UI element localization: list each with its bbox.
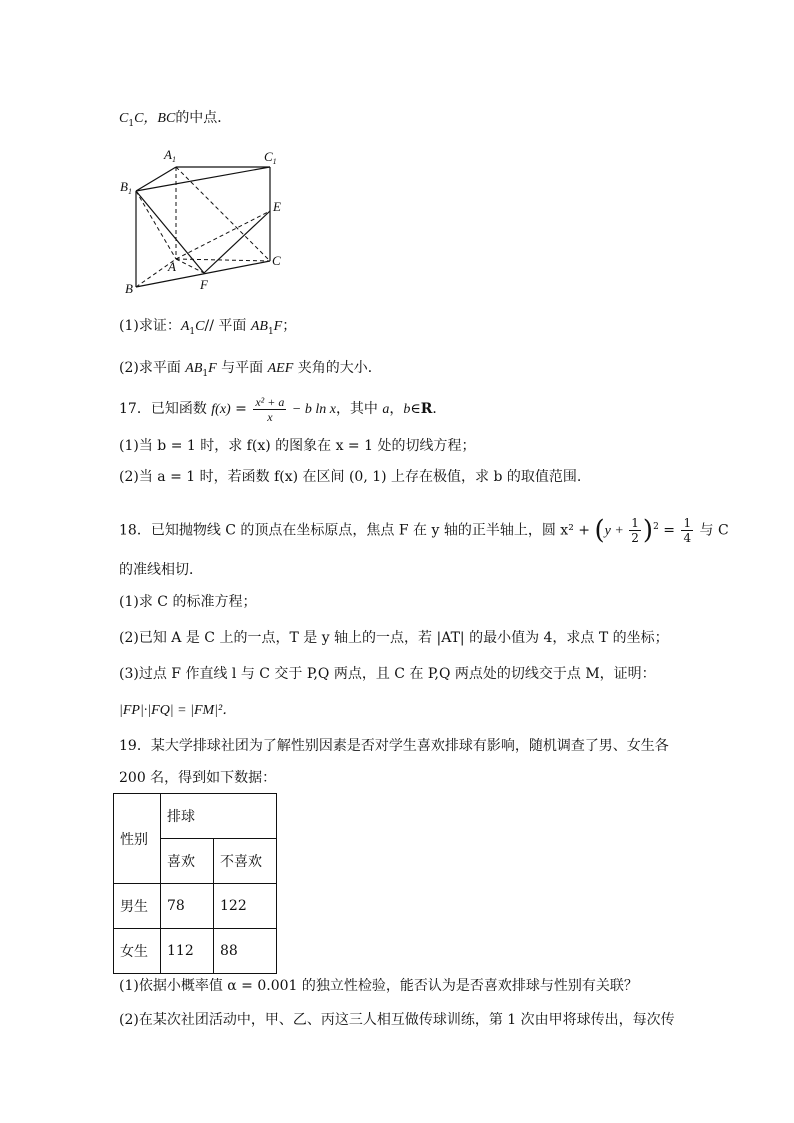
bc-symbol: BC xyxy=(157,111,176,126)
label-b: B xyxy=(125,281,133,296)
table-cell: 78 xyxy=(161,884,214,929)
q18-part3-equation: |FP|·|FQ| = |FM|²． xyxy=(119,703,237,718)
q18-part1: (1)求 C 的标准方程； xyxy=(119,594,257,610)
figure-intro xyxy=(119,108,231,134)
equals-sign: = xyxy=(230,401,252,417)
q16-part2-mid: 与平面 xyxy=(216,360,268,376)
c-symbol: C xyxy=(195,319,205,334)
paren-close: ) xyxy=(642,515,654,546)
table-row-label: 女生 xyxy=(114,929,161,974)
q16-part1 xyxy=(119,316,296,342)
label-a: A xyxy=(168,259,176,274)
edge-b1-a xyxy=(136,191,176,259)
label-c1: $C_1$ xyxy=(264,149,277,166)
q18-stem-line1 xyxy=(119,510,729,549)
plane-f-symbol: F xyxy=(273,319,283,334)
q18-stem-end: 与 C xyxy=(695,522,729,539)
q17-fraction-denominator: x xyxy=(267,409,273,424)
q19-part1: (1)依据小概率值 α = 0.001 的独立性检验，能否认为是否喜欢排球与性别有关联？ xyxy=(119,978,638,994)
table-header-volleyball: 排球 xyxy=(161,794,277,839)
table-row xyxy=(114,884,277,929)
edge-f-e xyxy=(204,211,270,273)
b-in-symbol: b∈ xyxy=(403,402,421,417)
plane-ab1-symbol: AB xyxy=(250,319,268,334)
paren-open: ( xyxy=(594,515,605,546)
table-header-dislike: 不喜欢 xyxy=(214,839,277,884)
label-e: E xyxy=(273,199,281,214)
comma: ， xyxy=(389,401,404,417)
half-numerator: 1 xyxy=(631,516,639,531)
q18-stem-line2: 的准线相切． xyxy=(119,562,203,578)
plane1-subscript: 1 xyxy=(202,368,209,379)
table-header-gender: 性别 xyxy=(114,794,161,884)
label-f: F xyxy=(200,277,208,292)
q19-part2: (2)在某次社团活动中，甲、乙、丙这三人相互做传球训练，第 1 次由甲将球传出，每次传 xyxy=(119,1012,675,1028)
q17-where-text: ，其中 xyxy=(335,401,383,417)
q17-fraction xyxy=(253,395,286,424)
q17-prefix: 17．已知函数 xyxy=(119,401,212,417)
table-row-label: 男生 xyxy=(114,884,161,929)
edge-a-c xyxy=(176,259,270,261)
q16-part1-end: ； xyxy=(282,318,297,334)
table-cell: 112 xyxy=(161,929,214,974)
prism-figure xyxy=(112,143,292,298)
quarter-numerator: 1 xyxy=(683,516,692,531)
edge-a-e xyxy=(176,211,270,259)
table-cell: 88 xyxy=(214,929,277,974)
plane1-symbol: AB xyxy=(185,361,203,376)
a-symbol: a xyxy=(382,402,390,417)
q16-part2-prefix: (2)求平面 xyxy=(119,360,186,376)
half-fraction xyxy=(629,516,641,545)
q17-end: ． xyxy=(432,401,447,417)
quarter-fraction xyxy=(681,516,693,545)
parallel-text: // 平面 xyxy=(204,318,251,334)
c1c-text: C， xyxy=(134,111,158,126)
q17-log-term: − b ln x xyxy=(288,402,336,417)
y-plus: y + xyxy=(604,523,628,539)
plane-ab1-subscript: 1 xyxy=(267,326,274,337)
q17-part2: (2)当 a = 1 时，若函数 f(x) 在区间 (0, 1) 上存在极值，求 b 的取值范围. xyxy=(119,469,582,485)
c1-symbol: C xyxy=(119,111,129,126)
a1-subscript: 1 xyxy=(189,326,196,337)
survey-table xyxy=(113,793,277,974)
table-header-row xyxy=(114,794,277,839)
real-set-symbol: R xyxy=(420,401,433,417)
q16-part2 xyxy=(119,358,382,384)
q16-part1-prefix: (1)求证： xyxy=(119,318,181,334)
midpoint-text: 的中点． xyxy=(175,110,232,126)
q18-part2: (2)已知 A 是 C 上的一点，T 是 y 轴上的一点，若 |AT| 的最小值为 4，求点 T 的坐标； xyxy=(119,630,669,646)
q18-stem-text: 18．已知抛物线 C 的顶点在坐标原点，焦点 F 在 y 轴的正半轴上，圆 x² + xyxy=(119,522,595,539)
plane1-f-symbol: F xyxy=(208,361,217,376)
label-a1: $A_1$ xyxy=(164,147,176,164)
square-exponent: 2 xyxy=(653,522,659,532)
quarter-denominator: 4 xyxy=(683,531,692,546)
label-b1: $B_1$ xyxy=(120,179,132,196)
q17-stem xyxy=(119,394,446,425)
a1-symbol: A xyxy=(180,319,190,334)
equals-sign-2: = xyxy=(658,522,680,539)
q16-part2-end: 夹角的大小． xyxy=(293,360,382,376)
q19-stem: 19．某大学排球社团为了解性别因素是否对学生喜欢排球有影响，随机调查了男、女生各 200 名，得到如下数据： xyxy=(119,738,669,786)
c1-subscript: 1 xyxy=(128,118,135,129)
table-header-like: 喜欢 xyxy=(161,839,214,884)
q17-part1: (1)当 b = 1 时，求 f(x) 的图象在 x = 1 处的切线方程； xyxy=(119,438,476,454)
q17-fraction-numerator: x² + a xyxy=(255,394,285,409)
half-denominator: 2 xyxy=(631,531,639,546)
table-row xyxy=(114,929,277,974)
label-c: C xyxy=(272,253,281,268)
edge-a-f xyxy=(176,259,204,273)
table-cell: 122 xyxy=(214,884,277,929)
q18-part3: (3)过点 F 作直线 l 与 C 交于 P,Q 两点，且 C 在 P,Q 两点处的切线交于点 M，证明： xyxy=(119,666,656,682)
fx-symbol: f(x) xyxy=(211,402,231,417)
plane2-symbol: AEF xyxy=(267,361,294,376)
